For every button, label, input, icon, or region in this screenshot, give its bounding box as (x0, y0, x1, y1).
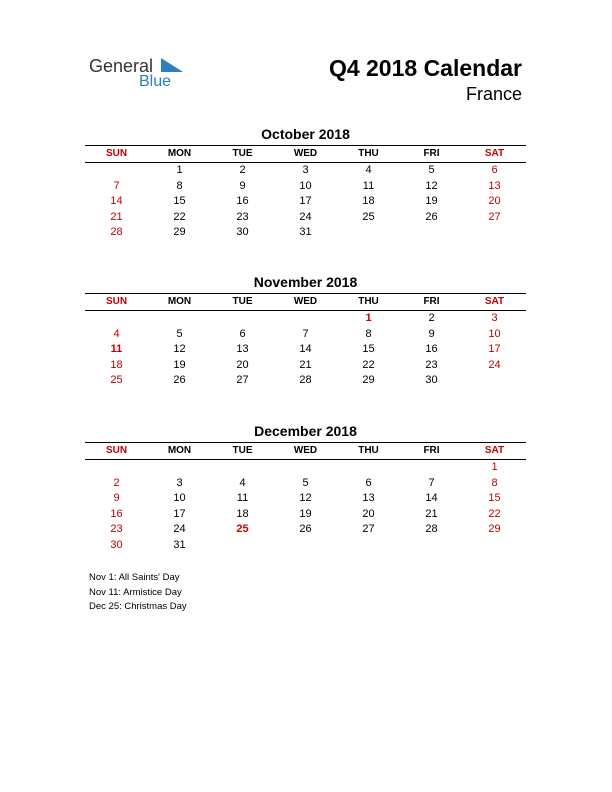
day-cell: 17 (173, 507, 186, 520)
weekday-label: FRI (423, 148, 440, 159)
day-cell: 24 (299, 210, 312, 223)
day-cell: 10 (299, 179, 312, 192)
day-cell: 11 (236, 492, 249, 504)
day-cell: 9 (428, 327, 435, 340)
month-title: December 2018 (254, 423, 357, 439)
day-cell: 25 (236, 523, 249, 535)
day-cell: 22 (488, 507, 501, 520)
day-cell (463, 225, 526, 241)
weekday-label: SAT (484, 148, 505, 159)
day-cell: 27 (488, 210, 501, 223)
day-cell: 11 (110, 343, 123, 355)
week-row (85, 373, 526, 389)
week-row (85, 225, 526, 241)
month-block (85, 273, 526, 389)
day-cell: 7 (302, 327, 309, 340)
day-cell: 30 (236, 226, 249, 238)
day-cell: 17 (488, 343, 501, 355)
day-cell (400, 225, 463, 241)
week-row (85, 327, 526, 343)
day-cell: 21 (110, 210, 123, 223)
weekday-label: SAT (484, 296, 505, 307)
day-cell: 20 (362, 507, 375, 520)
day-cell: 26 (173, 374, 186, 386)
weekday-label: SUN (105, 445, 128, 456)
month-title: October 2018 (261, 126, 350, 142)
day-cell: 23 (425, 358, 438, 371)
weekday-header (85, 145, 526, 163)
day-cell (274, 538, 337, 554)
logo-triangle-icon (161, 58, 183, 72)
day-cell (211, 460, 274, 476)
day-cell: 21 (299, 358, 312, 371)
day-cell (148, 311, 211, 327)
day-cell: 28 (299, 374, 312, 386)
holiday-item: Dec 25: Christmas Day (89, 601, 187, 612)
week-row (85, 491, 526, 507)
weekday-header (85, 442, 526, 460)
logo-general-text: General (89, 56, 154, 76)
day-cell: 14 (110, 195, 123, 207)
day-cell (463, 373, 526, 389)
day-cell: 27 (362, 523, 375, 535)
day-cell: 29 (173, 226, 186, 238)
day-cell: 8 (365, 327, 372, 340)
month-block (85, 125, 526, 241)
day-cell: 26 (425, 210, 438, 223)
week-row (85, 538, 526, 554)
day-cell: 16 (425, 343, 438, 355)
day-cell: 12 (425, 179, 438, 192)
weekday-label: WED (293, 148, 318, 159)
day-cell: 18 (362, 195, 375, 207)
day-cell: 19 (425, 195, 438, 207)
day-cell: 6 (239, 327, 246, 340)
day-cell (400, 460, 463, 476)
day-cell: 15 (362, 343, 375, 355)
week-row (85, 179, 526, 195)
day-cell (274, 311, 337, 327)
weekday-label: TUE (232, 148, 253, 159)
day-cell: 20 (488, 195, 501, 207)
holiday-list (89, 571, 187, 615)
day-cell (85, 460, 148, 476)
day-cell (463, 538, 526, 554)
day-cell: 18 (110, 358, 123, 371)
day-cell: 16 (236, 195, 249, 207)
weekday-label: MON (167, 148, 192, 159)
day-cell: 4 (365, 164, 372, 176)
day-cell: 1 (491, 461, 498, 473)
day-cell: 23 (110, 523, 123, 535)
week-row (85, 522, 526, 538)
holiday-item: Nov 11: Armistice Day (89, 586, 182, 598)
weekday-label: WED (293, 296, 318, 307)
day-cell (85, 311, 148, 327)
week-row (85, 163, 526, 179)
day-cell: 2 (239, 164, 246, 176)
day-cell: 2 (113, 476, 120, 489)
weekday-label: WED (293, 445, 318, 456)
day-cell: 3 (302, 164, 309, 176)
week-row (85, 460, 526, 476)
day-cell: 8 (176, 179, 183, 192)
day-cell: 31 (173, 538, 186, 551)
day-cell: 1 (176, 164, 183, 176)
day-cell: 6 (365, 476, 372, 489)
day-cell (400, 538, 463, 554)
holiday-item: Nov 1: All Saints' Day (89, 572, 180, 583)
day-cell (148, 460, 211, 476)
day-cell: 10 (488, 327, 501, 340)
day-cell: 12 (299, 492, 312, 504)
day-cell: 9 (239, 179, 246, 192)
weekday-label: SUN (105, 148, 128, 159)
weekday-label: MON (167, 445, 192, 456)
day-cell: 9 (113, 492, 120, 504)
day-cell: 13 (236, 343, 249, 355)
day-cell: 30 (110, 538, 123, 551)
day-cell: 5 (302, 476, 309, 489)
month-title: November 2018 (253, 274, 358, 290)
month-block (85, 422, 526, 553)
weekday-label: THU (358, 148, 379, 159)
day-cell: 1 (365, 312, 372, 324)
day-cell: 13 (362, 492, 375, 504)
day-cell: 18 (236, 507, 249, 520)
day-cell (211, 538, 274, 554)
day-cell: 22 (362, 358, 375, 371)
day-cell: 13 (488, 179, 501, 192)
day-cell: 11 (362, 179, 375, 192)
day-cell: 17 (299, 195, 312, 207)
day-cell: 25 (110, 374, 123, 386)
day-cell: 29 (488, 523, 501, 535)
day-cell: 19 (299, 507, 312, 520)
country-name: France (465, 84, 522, 104)
day-cell: 3 (491, 312, 498, 324)
day-cell: 23 (236, 210, 249, 223)
day-cell: 5 (428, 164, 435, 176)
day-cell: 19 (173, 358, 186, 371)
weekday-label: THU (358, 445, 379, 456)
day-cell: 15 (173, 195, 186, 207)
day-cell: 22 (173, 210, 186, 223)
day-cell: 8 (491, 476, 498, 489)
weekday-label: SUN (105, 296, 128, 307)
page-title: Q4 2018 Calendar (328, 55, 522, 81)
day-cell: 25 (362, 210, 375, 223)
day-cell: 12 (173, 343, 186, 355)
day-cell: 24 (488, 358, 501, 371)
day-cell: 2 (428, 312, 435, 324)
weekday-label: TUE (232, 296, 253, 307)
day-cell (211, 311, 274, 327)
day-cell: 21 (425, 507, 438, 520)
weekday-label: FRI (423, 296, 440, 307)
day-cell (274, 460, 337, 476)
day-cell: 15 (488, 492, 501, 504)
weekday-label: TUE (232, 445, 253, 456)
generalblue-logo (89, 56, 199, 96)
week-row (85, 194, 526, 210)
day-cell: 28 (425, 523, 438, 535)
day-cell (337, 538, 400, 554)
day-cell: 6 (491, 164, 498, 176)
weekday-label: THU (358, 296, 379, 307)
day-cell: 14 (425, 492, 438, 504)
day-cell: 26 (299, 523, 312, 535)
day-cell: 27 (236, 374, 249, 386)
day-cell: 28 (110, 226, 123, 238)
week-row (85, 358, 526, 374)
weekday-label: FRI (423, 445, 440, 456)
day-cell (85, 163, 148, 179)
day-cell (337, 460, 400, 476)
week-row (85, 210, 526, 226)
day-cell: 31 (299, 226, 312, 238)
weekday-label: MON (167, 296, 192, 307)
weekday-header (85, 293, 526, 311)
week-row (85, 311, 526, 327)
day-cell: 7 (428, 476, 435, 489)
week-row (85, 342, 526, 358)
day-cell: 20 (236, 358, 249, 371)
day-cell: 5 (176, 327, 183, 340)
week-row (85, 507, 526, 523)
day-cell (337, 225, 400, 241)
logo-blue-text: Blue (139, 73, 172, 90)
weekday-label: SAT (484, 445, 505, 456)
day-cell: 29 (362, 374, 375, 386)
day-cell: 16 (110, 507, 123, 520)
day-cell: 14 (299, 343, 312, 355)
day-cell: 3 (176, 476, 183, 489)
day-cell: 10 (173, 492, 186, 504)
day-cell: 24 (173, 523, 186, 535)
week-row (85, 476, 526, 492)
day-cell: 4 (113, 327, 120, 340)
day-cell: 7 (113, 179, 120, 192)
day-cell: 30 (425, 374, 438, 386)
day-cell: 4 (239, 476, 246, 489)
